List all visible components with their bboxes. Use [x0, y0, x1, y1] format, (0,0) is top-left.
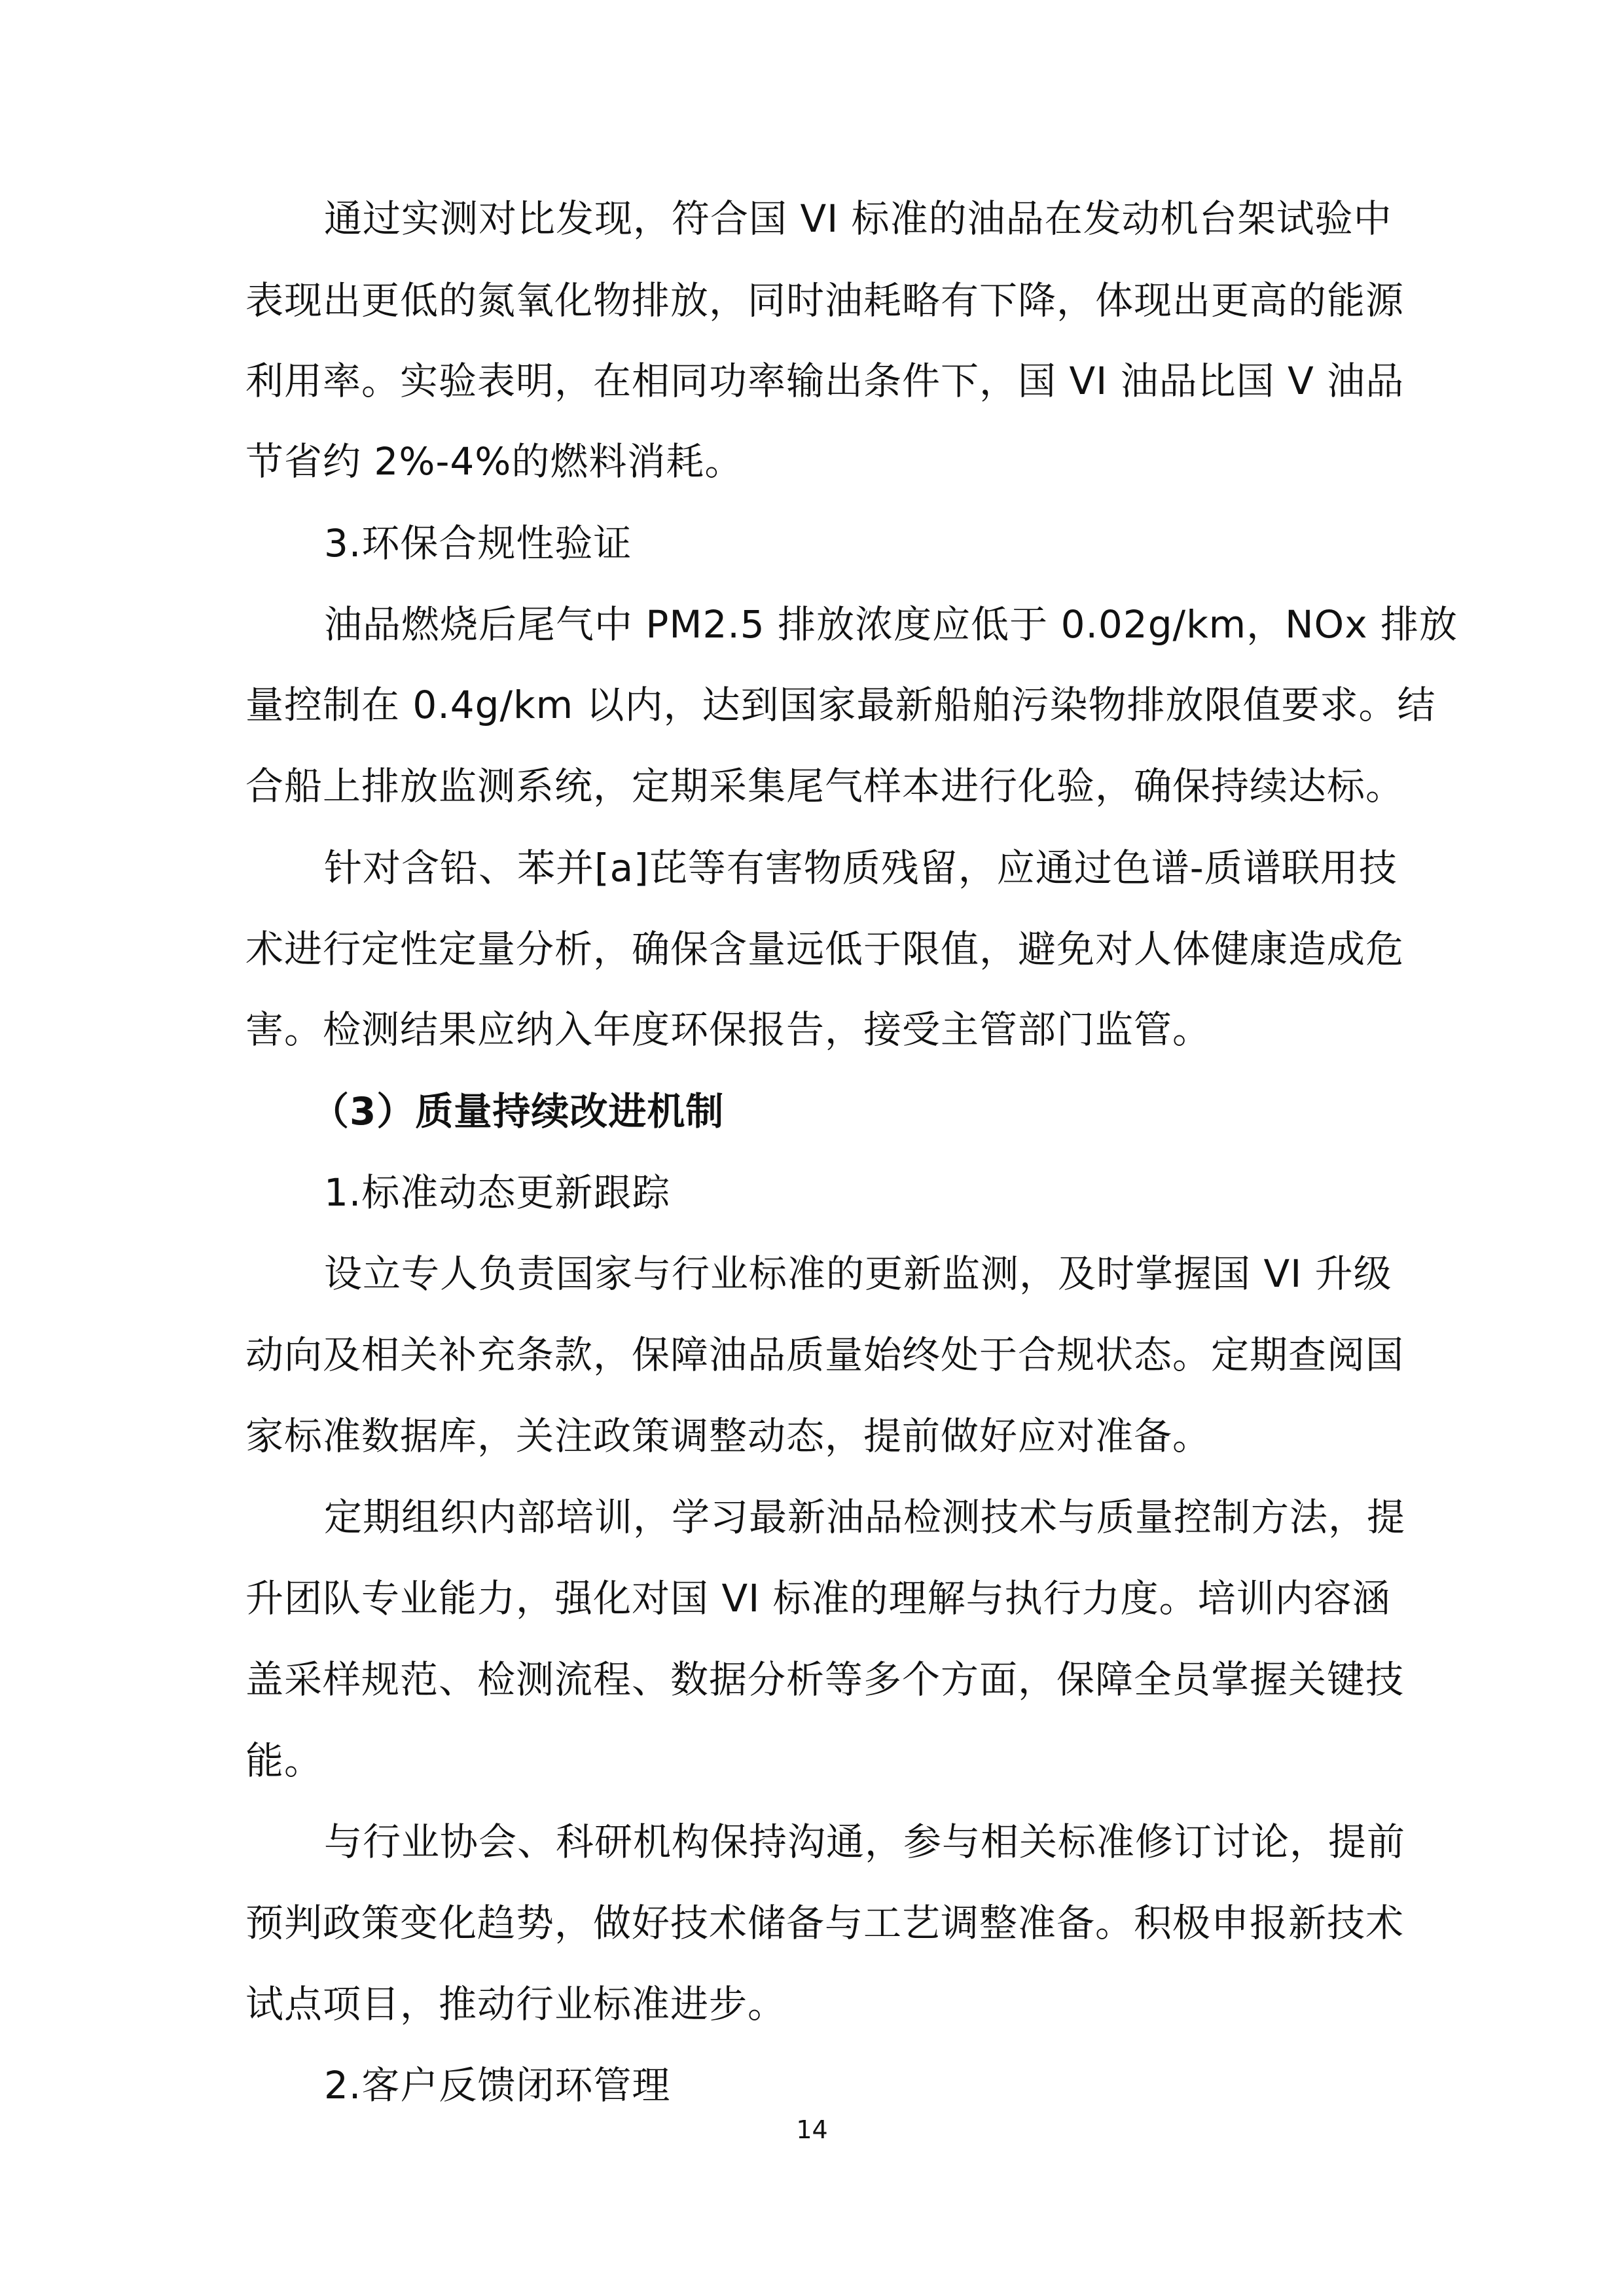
text-line: 合船上排放监测系统，定期采集尾气样本进行化验，确保持续达标。 [245, 764, 1405, 808]
page-number: 14 [796, 2115, 828, 2144]
text-line: 升团队专业能力，强化对国 VI 标准的理解与执行力度。培训内容涵 [245, 1576, 1391, 1621]
text-line: 与行业协会、科研机构保持沟通，参与相关标准修订讨论，提前 [324, 1820, 1406, 1864]
text-line: 表现出更低的氮氧化物排放，同时油耗略有下降，体现出更高的能源 [245, 278, 1405, 323]
section-subheading: 2.客户反馈闭环管理 [324, 2063, 671, 2108]
text-line: 试点项目，推动行业标准进步。 [245, 1982, 787, 2026]
text-line: 通过实测对比发现，符合国 VI 标准的油品在发动机台架试验中 [324, 196, 1392, 241]
text-line: 动向及相关补充条款，保障油品质量始终处于合规状态。定期查阅国 [245, 1333, 1405, 1377]
text-line: 设立专人负责国家与行业标准的更新监测，及时掌握国 VI 升级 [324, 1251, 1392, 1296]
text-line: 利用率。实验表明，在相同功率输出条件下，国 VI 油品比国 V 油品 [245, 359, 1405, 403]
text-line: 预判政策变化趋势，做好技术储备与工艺调整准备。积极申报新技术 [245, 1901, 1405, 1945]
text-line: 家标准数据库，关注政策调整动态，提前做好应对准备。 [245, 1414, 1212, 1458]
section-subheading: 3.环保合规性验证 [324, 521, 632, 565]
text-line: 盖采样规范、检测流程、数据分析等多个方面，保障全员掌握关键技 [245, 1657, 1405, 1702]
text-line: 量控制在 0.4g/km 以内，达到国家最新船舶污染物排放限值要求。结 [245, 683, 1436, 727]
text-line: 节省约 2%-4%的燃料消耗。 [245, 439, 744, 484]
text-line: 针对含铅、苯并[a]芘等有害物质残留，应通过色谱-质谱联用技 [324, 846, 1398, 890]
section-heading: （3）质量持续改进机制 [311, 1089, 725, 1134]
text-line: 定期组织内部培训，学习最新油品检测技术与质量控制方法，提 [324, 1495, 1406, 1539]
text-line: 害。检测结果应纳入年度环保报告，接受主管部门监管。 [245, 1007, 1212, 1052]
text-line: 油品燃烧后尾气中 PM2.5 排放浓度应低于 0.02g/km，NOx 排放 [324, 602, 1458, 647]
section-subheading: 1.标准动态更新跟踪 [324, 1170, 671, 1215]
text-line: 能。 [245, 1738, 323, 1783]
text-line: 术进行定性定量分析，确保含量远低于限值，避免对人体健康造成危 [245, 927, 1405, 971]
